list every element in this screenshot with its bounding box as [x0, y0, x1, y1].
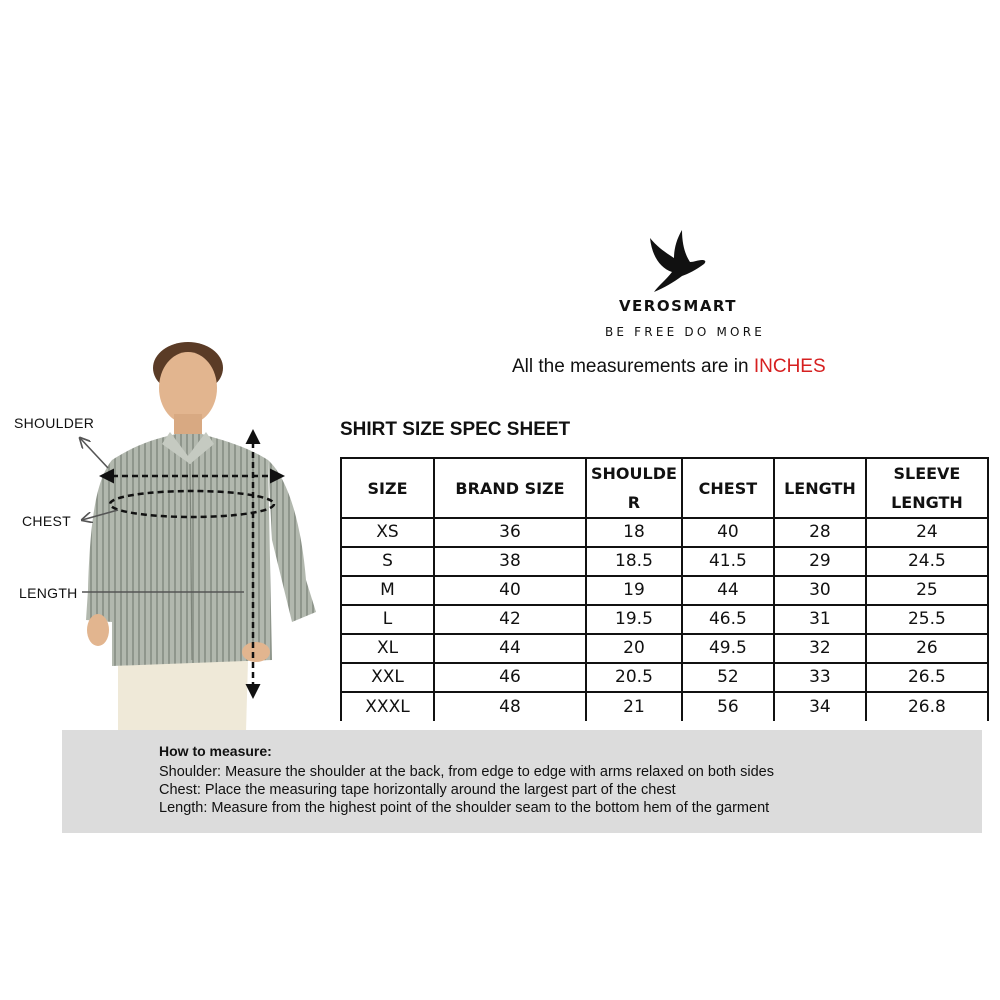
cell-length: 34: [774, 692, 866, 721]
cell-sleeve-length: 24: [866, 518, 988, 547]
table-row: [341, 576, 988, 605]
cell-brand-size: 46: [434, 663, 586, 692]
cell-chest: 52: [682, 663, 774, 692]
cell-sleeve-length: 25.5: [866, 605, 988, 634]
size-spec-table: [340, 457, 989, 721]
cell-shoulder: 20: [586, 634, 682, 663]
cell-brand-size: 38: [434, 547, 586, 576]
cell-size: XS: [341, 518, 434, 547]
cell-length: 33: [774, 663, 866, 692]
shoulder-leader-line: [80, 438, 108, 468]
chest-label: CHEST: [22, 513, 71, 529]
header-chest: CHEST: [682, 458, 774, 518]
cell-length: 30: [774, 576, 866, 605]
table-row: [341, 634, 988, 663]
cell-brand-size: 40: [434, 576, 586, 605]
cell-sleeve-length: 26.8: [866, 692, 988, 721]
brand-name: VEROSMART: [618, 297, 738, 315]
cell-sleeve-length: 26.5: [866, 663, 988, 692]
header-shoulder-line1: SHOULDE: [591, 464, 677, 483]
model-illustration: [0, 330, 330, 732]
howto-chest-line: Chest: Place the measuring tape horizontally around the largest part of the chest: [159, 782, 676, 798]
header-sleeve-line2: LENGTH: [891, 493, 963, 512]
units-note-text: All the measurements are in: [512, 356, 754, 377]
cell-shoulder: 19: [586, 576, 682, 605]
cell-size: M: [341, 576, 434, 605]
cell-chest: 56: [682, 692, 774, 721]
cell-size: XL: [341, 634, 434, 663]
cell-shoulder: 20.5: [586, 663, 682, 692]
table-row: [341, 605, 988, 634]
cell-shoulder: 21: [586, 692, 682, 721]
cell-shoulder: 18.5: [586, 547, 682, 576]
header-shoulder-line2: R: [627, 493, 641, 512]
cell-brand-size: 42: [434, 605, 586, 634]
units-note-unit: INCHES: [753, 356, 826, 377]
cell-size: L: [341, 605, 434, 634]
cell-shoulder: 19.5: [586, 605, 682, 634]
how-to-measure-panel: [62, 730, 982, 833]
table-row: [341, 518, 988, 547]
table-row: [341, 547, 988, 576]
table-row: [341, 663, 988, 692]
cell-chest: 41.5: [682, 547, 774, 576]
table-header-row: [341, 458, 988, 518]
shirt-model-drawing: [0, 330, 330, 732]
cell-length: 28: [774, 518, 866, 547]
cell-brand-size: 36: [434, 518, 586, 547]
cell-sleeve-length: 26: [866, 634, 988, 663]
howto-shoulder-line: Shoulder: Measure the shoulder at the back, from edge to edge with arms relaxed on both sides: [159, 764, 774, 780]
cell-brand-size: 44: [434, 634, 586, 663]
cell-chest: 49.5: [682, 634, 774, 663]
cell-sleeve-length: 24.5: [866, 547, 988, 576]
cell-shoulder: 18: [586, 518, 682, 547]
header-length: LENGTH: [774, 458, 866, 518]
header-shoulder: [586, 458, 682, 518]
cell-length: 29: [774, 547, 866, 576]
brand-tagline: BE FREE DO MORE: [604, 325, 766, 339]
cell-brand-size: 48: [434, 692, 586, 721]
how-to-measure-title: How to measure:: [159, 743, 272, 759]
header-sleeve-length: [866, 458, 988, 518]
header-brand-size: BRAND SIZE: [434, 458, 586, 518]
cell-size: XXL: [341, 663, 434, 692]
cell-chest: 46.5: [682, 605, 774, 634]
bird-logo-icon: [642, 226, 710, 296]
sheet-title: SHIRT SIZE SPEC SHEET: [340, 419, 571, 440]
cell-chest: 44: [682, 576, 774, 605]
table-body: [341, 518, 988, 721]
header-sleeve-line1: SLEEVE: [893, 464, 961, 483]
cell-length: 32: [774, 634, 866, 663]
cell-size: XXXL: [341, 692, 434, 721]
cell-length: 31: [774, 605, 866, 634]
table-row: [341, 692, 988, 721]
shoulder-label: SHOULDER: [14, 415, 95, 431]
length-label: LENGTH: [19, 585, 78, 601]
cell-sleeve-length: 25: [866, 576, 988, 605]
cell-chest: 40: [682, 518, 774, 547]
header-size: SIZE: [341, 458, 434, 518]
howto-length-line: Length: Measure from the highest point of the shoulder seam to the bottom hem of the garment: [159, 800, 770, 816]
cell-size: S: [341, 547, 434, 576]
units-note: [512, 356, 912, 378]
